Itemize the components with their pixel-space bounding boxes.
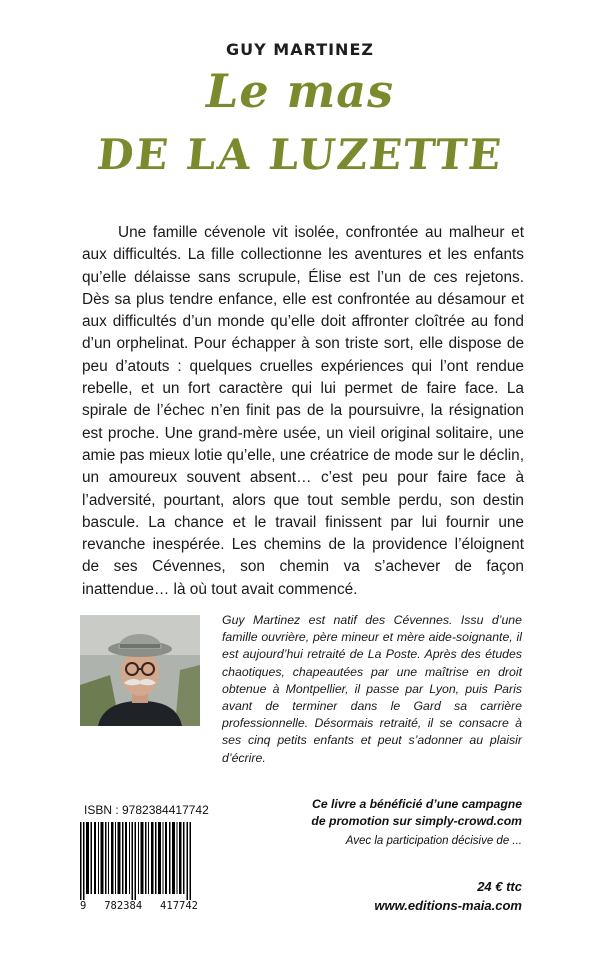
promotion-line: de promotion sur simply-crowd.com [311, 814, 522, 828]
promotion-line: Ce livre a bénéficié d’une campagne [312, 797, 522, 811]
participation-note: Avec la participation décisive de ... [345, 835, 522, 847]
author-bio: Guy Martinez est natif des Cévennes. Issu d’une famille ouvrière, père mineur et mère aide-soignante, il est aujourd’hui retraité de La Poste. Après des études chaotiques, chapeautées par une maîtrise en droit obtenue à Montpellier, il passe par Lyon, puis Paris avant de terminer dans le Gard sa carrière professionnelle. Désormais retraité, il se consacre à ses cinq petits enfants et peut s’adonner au plaisir d’écrire. [222, 613, 522, 765]
barcode-digits [80, 900, 198, 912]
synopsis: Une famille cévenole vit isolée, confrontée au malheur et aux difficultés. La fille collectionne les aventures et les enfants qu’elle délaisse sans scrupule, Élise est l’un de ces rejetons. Dès sa plus tendre enfance, elle est confrontée au désamour et aux difficultés d’un monde qu’elle doit affronter cloîtrée au fond d’un orphelinat. Pour échapper à son triste sort, elle dispose de peu d’atouts : quelques cruelles expériences qui l’ont rendue rebelle, et un fort caractère qui lui permet de faire face. La spirale de l’échec n’en finit pas de la poursuivre, la résignation est proche. Une grand-mère usée, un vieil original solitaire, une amie pas mieux lotie qu’elle, une créatrice de mode sur le déclin, un amoureux souvent absent… c’est peu pour faire face à l’adversité, pourtant, alors que tout semble perdu, son destin bascule. La chance et le travail finissent par lui fournir une revanche inespérée. Les chemins de la providence l’éloignent de ses Cévennes, son chemin va s’achever de façon inattendue… là où tout avait commencé. [82, 224, 524, 598]
author-name: GUY MARTINEZ [226, 40, 374, 59]
book-title-line1: Le mas [205, 64, 394, 118]
promotion-note [311, 796, 522, 830]
barcode-icon [80, 822, 193, 900]
price: 24 € ttc [477, 879, 522, 894]
author-portrait-icon [80, 615, 200, 726]
publisher-website[interactable]: www.editions-maia.com [374, 898, 522, 913]
barcode-digit-group: 417742 [160, 900, 198, 912]
barcode-digit-group: 9 [80, 900, 87, 912]
book-title-line2: DE LA LUZETTE [94, 130, 506, 179]
barcode-digit-group: 782384 [104, 900, 143, 912]
isbn-label: ISBN : 9782384417742 [84, 803, 209, 817]
author-photo [80, 615, 200, 726]
